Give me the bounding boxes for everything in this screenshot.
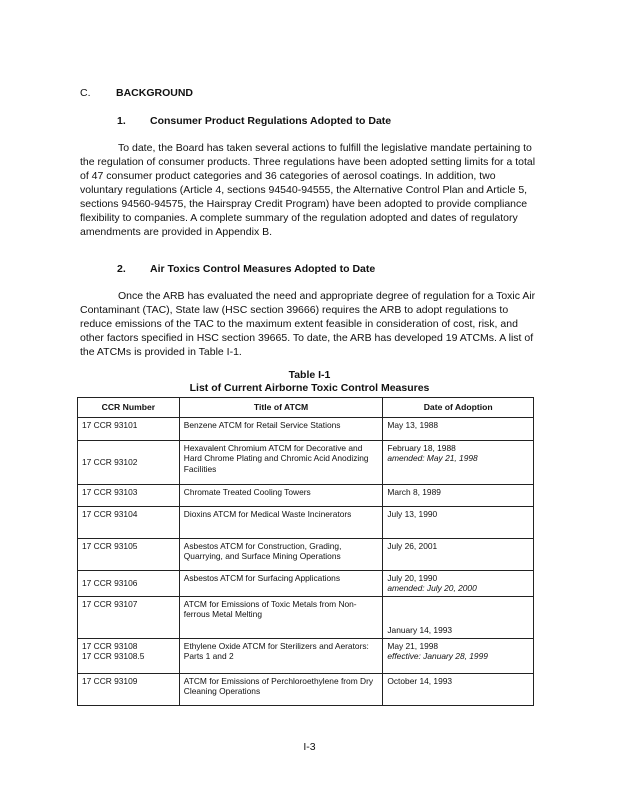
ccr-cell: 17 CCR 93108 17 CCR 93108.5 [78,638,180,673]
title-cell: Asbestos ATCM for Construction, Grading, Quarrying, and Surface Mining Operations [179,538,383,570]
date-cell: July 20, 1990 amended: July 20, 2000 [383,570,534,596]
table-row [78,440,534,484]
subsection-heading-2 [117,263,375,275]
title-cell: ATCM for Emissions of Perchloroethylene from Dry Cleaning Operations [179,673,383,705]
date-cell: May 13, 1988 [383,417,534,440]
paragraph-consumer-products: To date, the Board has taken several actions to fulfill the legislative mandate pertaining to the regulation of consumer products. Three regulations have been adopted setting limits for a total of 47 consumer product categories and 36 categories of aerosol coatings. In addition, two voluntary regulations (Article 4, sections 94540-94555, the Alternative Control Plan and Article 5, sections 94560-94575, the Hairspray Credit Program) have been adopted to provide compliance flexibility to companies. A complete summary of the regulation adopted and dates of regulatory amendments are provided in Appendix B. [80,142,536,238]
subsection-title: Air Toxics Control Measures Adopted to Date [150,263,376,275]
subsection-number: 2. [117,263,126,275]
title-cell: Dioxins ATCM for Medical Waste Incinerators [179,506,383,538]
date-cell: July 26, 2001 [383,538,534,570]
ccr-cell: 17 CCR 93105 [78,538,180,570]
title-cell: Benzene ATCM for Retail Service Stations [179,417,383,440]
header-title-of-atcm: Title of ATCM [179,398,383,418]
date-cell: July 13, 1990 [383,506,534,538]
title-cell: Hexavalent Chromium ATCM for Decorative and Hard Chrome Plating and Chromic Acid Anodizing Facilities [179,440,383,484]
title-cell: ATCM for Emissions of Toxic Metals from Non-ferrous Metal Melting [179,596,383,638]
header-ccr-number: CCR Number [78,398,180,418]
section-heading [80,87,193,99]
paragraph-air-toxics: Once the ARB has evaluated the need and appropriate degree of regulation for a Toxic Air Contaminant (TAC), State law (HSC section 39666) requires the ARB to adopt regulations to reduce emissions of the TAC to the maximum extent feasible in consideration of cost, risk, and other factors specified in HSC section 39665. To date, the ARB has developed 19 ATCMs. A list of the ATCMs is provided in Table I-1. [80,290,536,358]
section-letter: C. [80,87,91,99]
table-row [78,506,534,538]
atcm-table [77,397,534,706]
table-row [78,570,534,596]
table-row [78,638,534,673]
ccr-cell: 17 CCR 93106 [78,570,180,596]
section-title: BACKGROUND [116,87,193,99]
table-header-row [78,398,534,418]
subsection-number: 1. [117,115,126,127]
ccr-cell: 17 CCR 93107 [78,596,180,638]
title-cell: Asbestos ATCM for Surfacing Applications [179,570,383,596]
date-cell: March 8, 1989 [383,484,534,506]
title-cell: Ethylene Oxide ATCM for Sterilizers and Aerators: Parts 1 and 2 [179,638,383,673]
ccr-cell: 17 CCR 93103 [78,484,180,506]
page-number: I-3 [303,741,316,753]
ccr-cell: 17 CCR 93104 [78,506,180,538]
table-row [78,417,534,440]
table-row [78,673,534,705]
date-cell: October 14, 1993 [383,673,534,705]
subsection-title: Consumer Product Regulations Adopted to Date [150,115,392,127]
ccr-cell: 17 CCR 93101 [78,417,180,440]
ccr-cell: 17 CCR 93109 [78,673,180,705]
header-date-of-adoption: Date of Adoption [383,398,534,418]
date-cell: February 18, 1988 amended: May 21, 1998 [383,440,534,484]
table-row [78,484,534,506]
table-row [78,596,534,638]
ccr-cell: 17 CCR 93102 [78,440,180,484]
date-cell: May 21, 1998 effective: January 28, 1999 [383,638,534,673]
date-cell: January 14, 1993 [383,596,534,638]
title-cell: Chromate Treated Cooling Towers [179,484,383,506]
table-caption-number: Table I-1 [288,369,331,381]
subsection-heading-1 [117,115,391,127]
table-caption-title: List of Current Airborne Toxic Control Measures [189,382,430,394]
table-row [78,538,534,570]
